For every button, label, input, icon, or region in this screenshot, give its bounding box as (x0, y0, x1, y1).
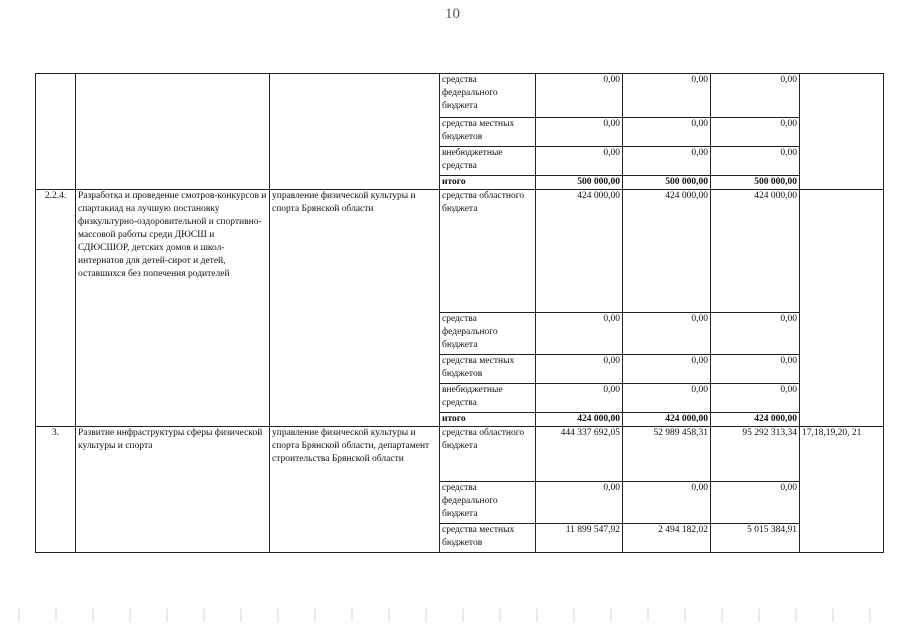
funding-source: средства местных бюджетов (440, 524, 536, 553)
funding-source: итого (440, 413, 536, 427)
amount-year-3: 5 015 384,91 (711, 524, 800, 553)
executor-name: управление физической культуры и спорта Брянской области (270, 190, 440, 427)
measure-name: Разработка и проведение смотров-конкурсов и спартакиад на лучшую постановку физкультурно-оздоровительной и спортивно-массовой работы среди ДЮСШ и СДЮСШОР, детских домов и школ-интернатов для детей-сирот и детей, оставшихся без попечения родителей (76, 190, 270, 427)
amount-year-2: 0,00 (623, 355, 711, 384)
page-number: 10 (445, 6, 460, 22)
amount-year-2: 500 000,00 (623, 176, 711, 190)
amount-year-1: 500 000,00 (536, 176, 623, 190)
indicator-numbers (800, 190, 884, 427)
amount-year-3: 424 000,00 (711, 413, 800, 427)
amount-year-3: 0,00 (711, 384, 800, 413)
measure-name: Развитие инфраструктуры сферы физической культуры и спорта (76, 427, 270, 553)
funding-source: средства местных бюджетов (440, 355, 536, 384)
budget-table (35, 73, 884, 553)
funding-source: средства федерального бюджета (440, 482, 536, 524)
amount-year-3: 0,00 (711, 118, 800, 147)
funding-source: внебюджетные средства (440, 384, 536, 413)
funding-source: средства федерального бюджета (440, 74, 536, 118)
amount-year-1: 0,00 (536, 384, 623, 413)
amount-year-2: 0,00 (623, 313, 711, 355)
amount-year-3: 0,00 (711, 313, 800, 355)
item-number (36, 74, 76, 190)
table-row (36, 427, 884, 482)
amount-year-3: 0,00 (711, 482, 800, 524)
amount-year-2: 0,00 (623, 74, 711, 118)
amount-year-1: 444 337 692,05 (536, 427, 623, 482)
amount-year-1: 0,00 (536, 355, 623, 384)
scan-edge-noise (0, 608, 905, 622)
amount-year-3: 0,00 (711, 147, 800, 176)
funding-source: средства федерального бюджета (440, 313, 536, 355)
funding-source: итого (440, 176, 536, 190)
amount-year-1: 0,00 (536, 313, 623, 355)
amount-year-1: 11 899 547,92 (536, 524, 623, 553)
amount-year-1: 424 000,00 (536, 413, 623, 427)
funding-source: средства областного бюджета (440, 190, 536, 313)
funding-source: средства областного бюджета (440, 427, 536, 482)
amount-year-2: 424 000,00 (623, 413, 711, 427)
funding-source: средства местных бюджетов (440, 118, 536, 147)
amount-year-1: 424 000,00 (536, 190, 623, 313)
amount-year-2: 0,00 (623, 147, 711, 176)
amount-year-3: 0,00 (711, 355, 800, 384)
indicator-numbers: 17,18,19,20, 21 (800, 427, 884, 553)
amount-year-1: 0,00 (536, 118, 623, 147)
table-row (36, 190, 884, 313)
indicator-numbers (800, 74, 884, 190)
amount-year-2: 0,00 (623, 482, 711, 524)
amount-year-2: 52 989 458,31 (623, 427, 711, 482)
amount-year-3: 424 000,00 (711, 190, 800, 313)
executor-name: управление физической культуры и спорта Брянской области, департамент строительства Брянской области (270, 427, 440, 553)
item-number: 3. (36, 427, 76, 553)
measure-name (76, 74, 270, 190)
amount-year-1: 0,00 (536, 482, 623, 524)
amount-year-1: 0,00 (536, 74, 623, 118)
amount-year-3: 500 000,00 (711, 176, 800, 190)
amount-year-2: 2 494 182,02 (623, 524, 711, 553)
executor-name (270, 74, 440, 190)
item-number: 2.2.4. (36, 190, 76, 427)
amount-year-3: 95 292 313,34 (711, 427, 800, 482)
amount-year-1: 0,00 (536, 147, 623, 176)
amount-year-2: 424 000,00 (623, 190, 711, 313)
table-row (36, 74, 884, 118)
funding-source: внебюджетные средства (440, 147, 536, 176)
amount-year-2: 0,00 (623, 118, 711, 147)
amount-year-3: 0,00 (711, 74, 800, 118)
amount-year-2: 0,00 (623, 384, 711, 413)
